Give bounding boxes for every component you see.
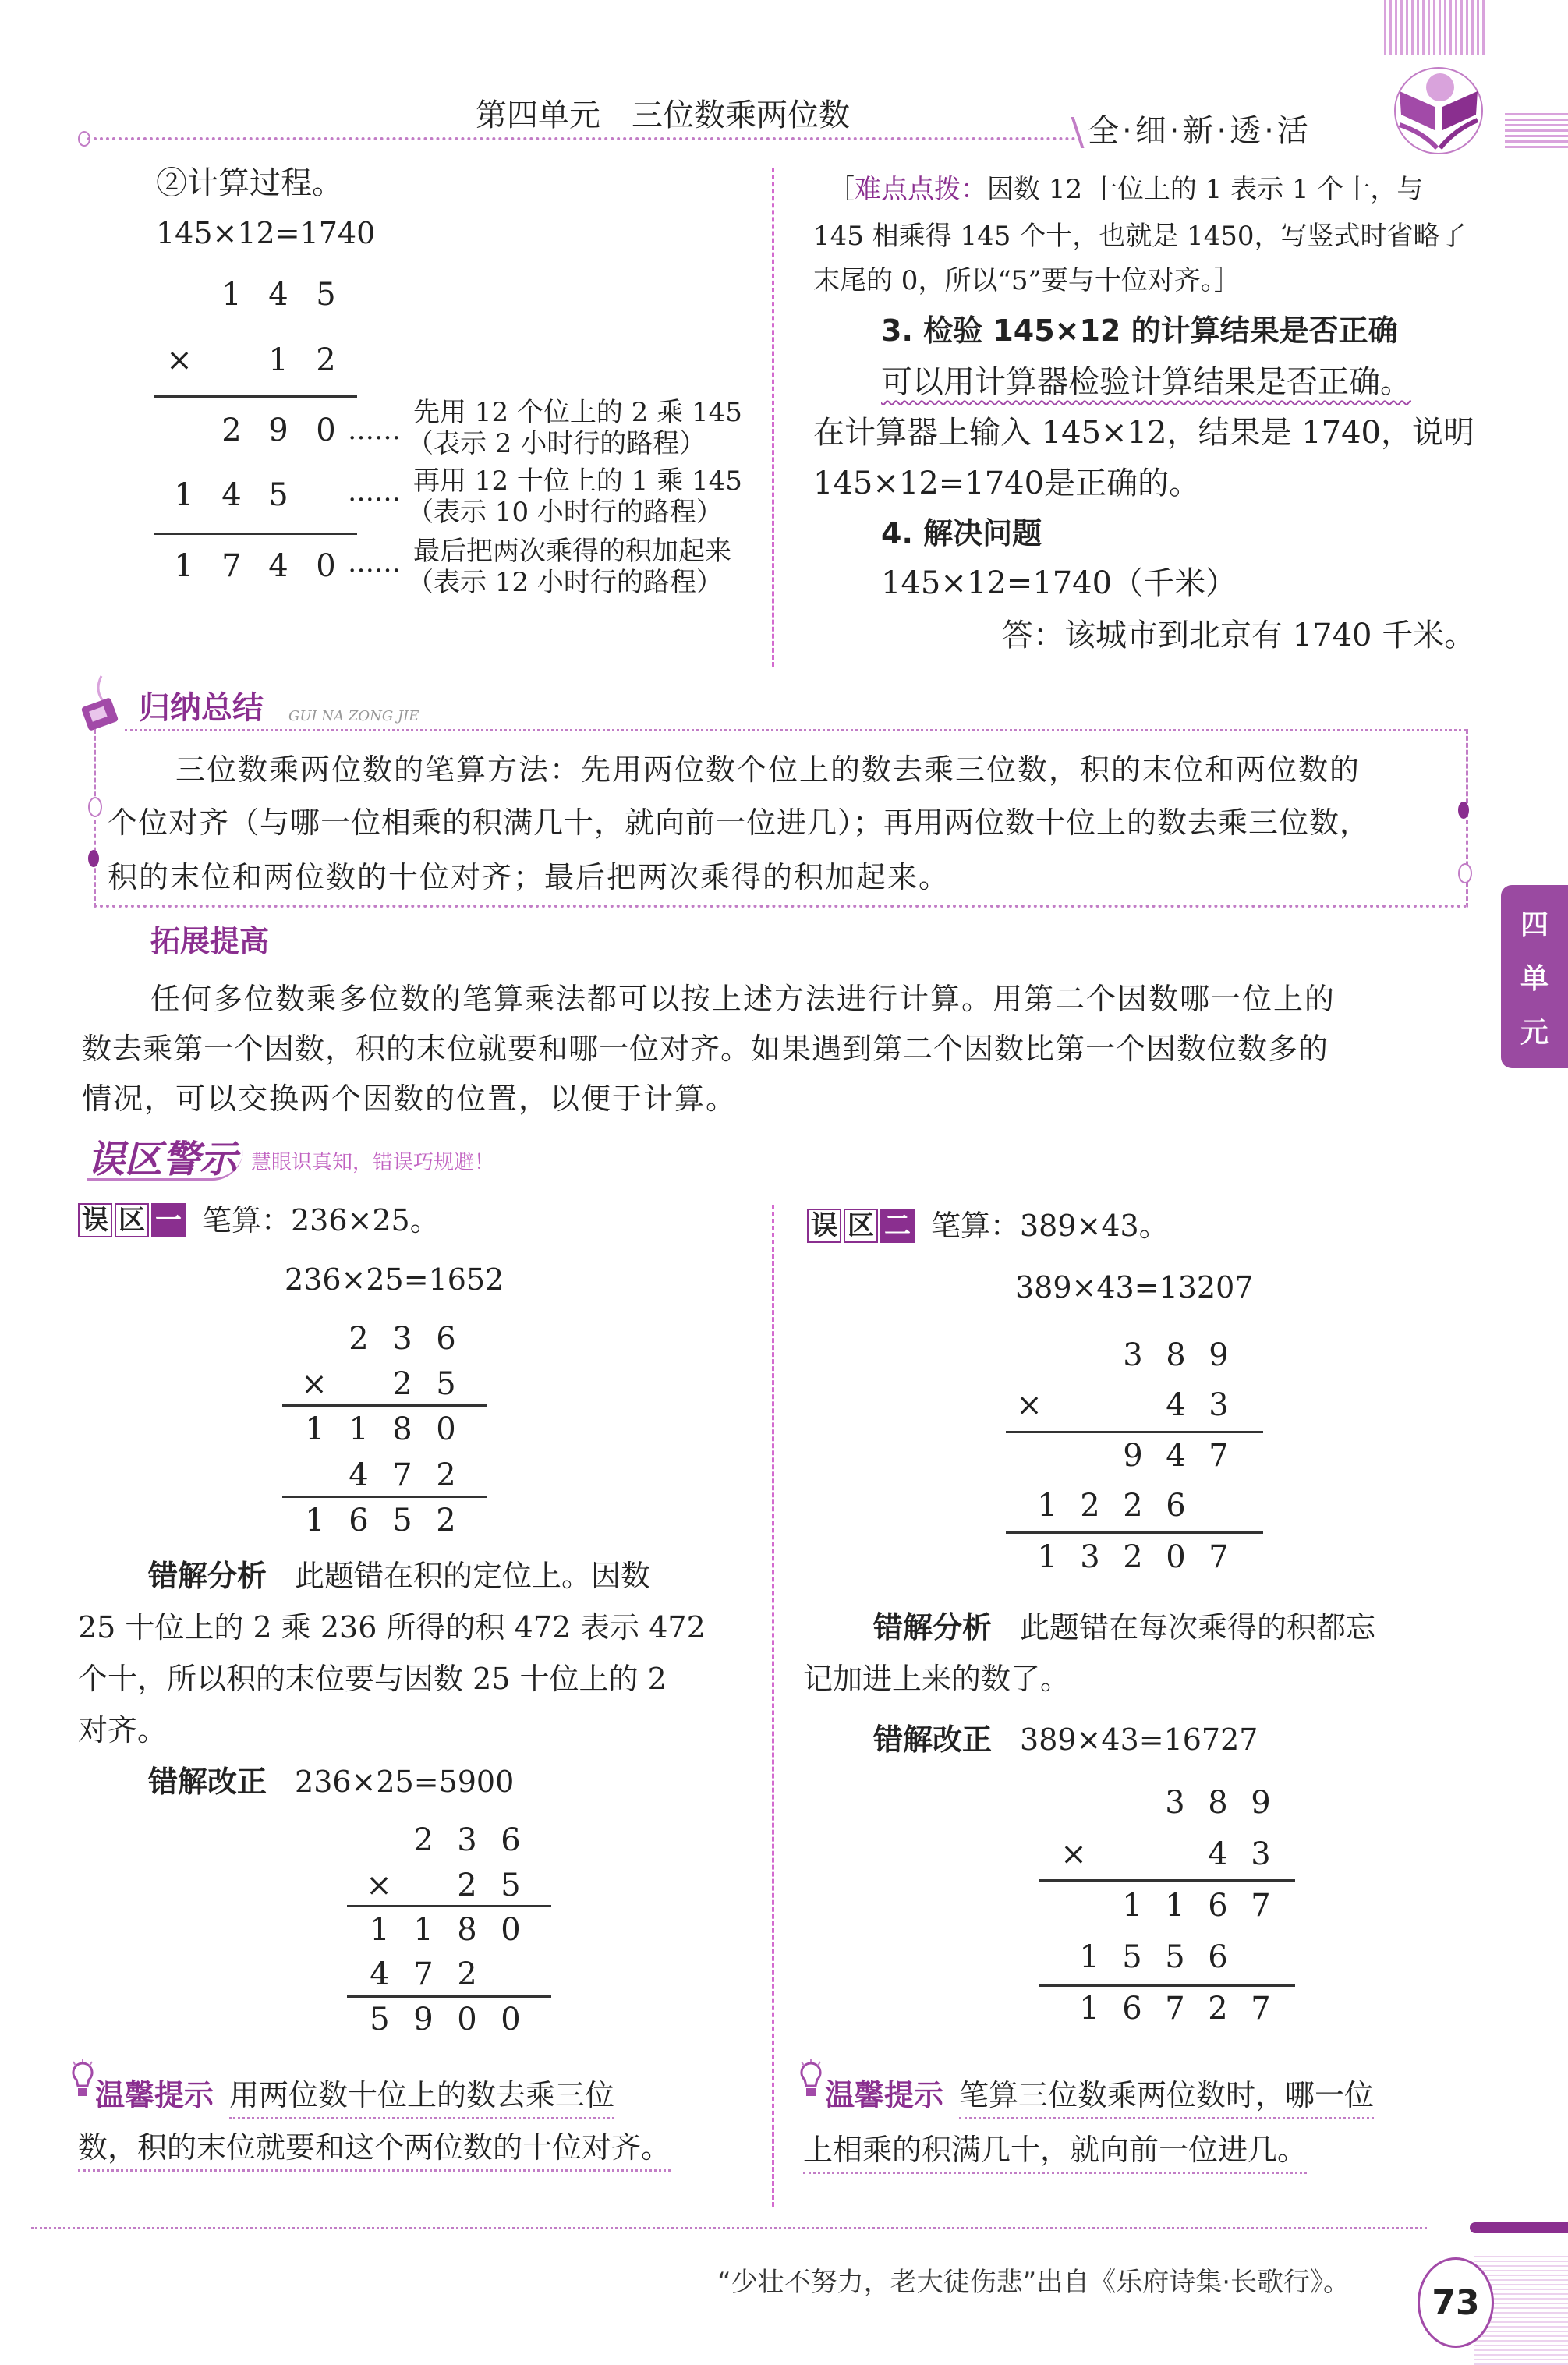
section4-answer: 答：该城市到北京有 1740 千米。	[1002, 618, 1476, 653]
hint-text: 用两位数十位上的数去乘三位	[229, 2078, 614, 2119]
unit-title: 第四单元 三位数乘两位数	[476, 97, 850, 133]
analysis-label: 错解分析	[873, 1610, 993, 1645]
side-tab-char: 元	[1520, 1017, 1549, 1049]
calc-rule	[154, 395, 357, 398]
note-line: 最后把两次乘得的积加起来	[413, 536, 731, 567]
header-decoration-stripes-right	[1505, 113, 1568, 148]
digit: 9	[1251, 1785, 1271, 1821]
digit: 5	[436, 1366, 456, 1402]
digit: 6	[1208, 1888, 1228, 1924]
fix-equation: 236×25=5900	[295, 1765, 515, 1799]
mistake1-prompt: 笔算：236×25。	[202, 1203, 440, 1237]
digit: 3	[1251, 1836, 1271, 1872]
analysis-text: 记加进上来的数了。	[803, 1662, 1071, 1696]
digit: 6	[436, 1321, 456, 1357]
digit: 7	[1165, 1991, 1185, 2027]
section3-title: 3. 检验 145×12 的计算结果是否正确	[881, 313, 1398, 348]
mistake2-analysis-first-line	[873, 1610, 1376, 1645]
section4-equation: 145×12=1740（千米）	[881, 565, 1237, 601]
leader-dots: ……	[348, 550, 401, 576]
extension-title: 拓展提高	[150, 924, 270, 958]
digit: 8	[392, 1411, 412, 1447]
summary-title: 归纳总结	[139, 690, 264, 726]
leader-dots: ……	[348, 479, 401, 505]
digit: 1	[370, 1912, 390, 1948]
digit: 4	[1166, 1438, 1186, 1474]
tip-text: 末尾的 0，所以“5”要与十位对齐。	[813, 265, 1214, 296]
fix-label: 错解改正	[148, 1765, 267, 1799]
digit: 4	[349, 1457, 369, 1493]
multiply-sign: ×	[301, 1366, 327, 1402]
multiply-sign: ×	[166, 342, 193, 378]
leader-dots: ……	[348, 417, 401, 444]
mistake-tag: 误	[807, 1209, 841, 1243]
digit: 2	[413, 1822, 434, 1858]
mistake2-header	[807, 1209, 1169, 1243]
digit: 7	[1251, 1888, 1271, 1924]
digit: 0	[436, 1411, 456, 1447]
fix-equation: 389×43=16727	[1020, 1722, 1258, 1757]
header-decoration-stripes	[1384, 0, 1485, 55]
tip-text: 145 相乘得 145 个十，也就是 1450，写竖式时省略了	[813, 221, 1467, 252]
hint-text: 笔算三位数乘两位数时，哪一位	[959, 2078, 1374, 2119]
tip-label: 难点点拨：	[855, 174, 987, 205]
decor-dot	[1458, 802, 1469, 819]
digit: 1	[268, 342, 288, 378]
digit: 3	[1080, 1539, 1100, 1575]
extension-text: 情况，可以交换两个因数的位置，以便于计算。	[82, 1082, 738, 1116]
calc-rule	[347, 1905, 551, 1907]
analysis-text: 个十，所以积的末位要与因数 25 十位上的 2	[78, 1662, 667, 1696]
mistake1-analysis-first-line	[148, 1561, 650, 1591]
digit: 1	[413, 1912, 434, 1948]
digit: 0	[457, 2002, 477, 2038]
digit: 4	[1166, 1387, 1186, 1423]
digit: 1	[1037, 1539, 1057, 1575]
digit: 1	[1122, 1888, 1142, 1924]
mistake-tag-number: 一	[151, 1203, 186, 1237]
digit: 7	[413, 1956, 434, 1992]
digit: 2	[1208, 1991, 1228, 2027]
mistake2-wrong-equation: 389×43=13207	[1015, 1270, 1254, 1305]
digit: 0	[316, 548, 336, 584]
lightbulb-icon	[69, 2059, 97, 2102]
calc-rule	[1039, 1984, 1295, 1987]
digit: 0	[501, 1912, 521, 1948]
notebook-icon	[78, 672, 125, 735]
digit: 0	[316, 412, 336, 448]
extension-text: 任何多位数乘多位数的笔算乘法都可以按上述方法进行计算。用第二个因数哪一位上的	[150, 982, 1336, 1016]
digit: 1	[1079, 1939, 1099, 1975]
footer-rule	[31, 2227, 1427, 2229]
mistake-tag: 区	[844, 1209, 878, 1243]
digit: 2	[1123, 1488, 1143, 1524]
mistake2-prompt: 笔算：389×43。	[931, 1209, 1169, 1243]
digit: 8	[1208, 1785, 1228, 1821]
hint-text: 上相乘的积满几十，就向前一位进几。	[803, 2133, 1307, 2174]
digit: 0	[501, 2002, 521, 2038]
note-line: （表示 10 小时行的路程）	[407, 497, 723, 528]
section3-text: 在计算器上输入 145×12，结果是 1740，说明	[813, 415, 1474, 451]
tip-text: 因数 12 十位上的 1 表示 1 个十，与	[987, 174, 1424, 205]
open-book-logo-icon	[1392, 64, 1485, 154]
digit: 2	[349, 1321, 369, 1357]
page-number: 73	[1432, 2282, 1480, 2323]
digit: 1	[174, 548, 194, 584]
digit: 7	[1251, 1991, 1271, 2027]
tip-paragraph	[828, 176, 1423, 203]
lightbulb-icon	[797, 2059, 825, 2102]
digit: 3	[457, 1822, 477, 1858]
footer-bar	[1470, 2222, 1568, 2233]
digit: 6	[1208, 1939, 1228, 1975]
digit: 9	[268, 412, 288, 448]
column-divider	[772, 168, 774, 667]
note-line: 再用 12 十位上的 1 乘 145	[413, 466, 742, 497]
digit: 5	[1165, 1939, 1185, 1975]
analysis-text: 此题错在每次乘得的积都忘	[1020, 1610, 1376, 1645]
calc-rule	[282, 1404, 487, 1407]
mistake-tag-number: 二	[880, 1209, 915, 1243]
digit: 1	[221, 277, 242, 313]
mistake2-fix-line	[873, 1722, 1258, 1757]
mistake-banner-title: 误区警示	[87, 1141, 243, 1181]
digit: 3	[1209, 1387, 1229, 1423]
digit: 2	[316, 342, 336, 378]
calc-rule	[282, 1496, 487, 1498]
digit: 7	[1209, 1539, 1229, 1575]
multiply-sign: ×	[1016, 1387, 1042, 1423]
digit: 1	[305, 1503, 325, 1538]
digit: 0	[1166, 1539, 1186, 1575]
mistake2-hint-first-line	[825, 2080, 1374, 2110]
digit: 6	[1166, 1488, 1186, 1524]
digit: 2	[1080, 1488, 1100, 1524]
mistake1-hint-second-line	[78, 2130, 671, 2165]
extension-text: 数去乘第一个因数，积的末位就要和哪一位对齐。如果遇到第二个因数比第一个因数位数多的	[82, 1032, 1329, 1066]
digit: 5	[316, 277, 336, 313]
fix-label: 错解改正	[873, 1722, 993, 1757]
section3-text: 145×12=1740是正确的。	[813, 466, 1201, 501]
digit: 1	[174, 477, 194, 513]
digit: 4	[370, 1956, 390, 1992]
digit: 3	[1123, 1337, 1143, 1373]
digit: 6	[1122, 1991, 1142, 2027]
equation: 145×12=1740	[156, 216, 376, 250]
mistake1-wrong-equation: 236×25=1652	[285, 1262, 504, 1297]
mistake-banner-slogan: 慧眼识真知，错误巧规避！	[251, 1150, 495, 1174]
digit: 6	[501, 1822, 521, 1858]
digit: 3	[1165, 1785, 1185, 1821]
section3-key-sentence: 可以用计算器检验计算结果是否正确。	[881, 364, 1411, 400]
digit: 6	[349, 1503, 369, 1538]
mistake-tag: 误	[78, 1203, 112, 1237]
digit: 8	[457, 1912, 477, 1948]
digit: 3	[392, 1321, 412, 1357]
column-divider	[772, 1205, 774, 2207]
multiply-sign: ×	[1060, 1836, 1087, 1872]
calc-rule	[1006, 1431, 1263, 1433]
digit: 9	[1209, 1337, 1229, 1373]
mistake1-fix-line	[148, 1767, 514, 1797]
analysis-label: 错解分析	[148, 1559, 267, 1593]
digit: 5	[1122, 1939, 1142, 1975]
bracket-close: ］	[1213, 265, 1241, 296]
digit: 4	[221, 477, 242, 513]
tip-paragraph-end	[813, 267, 1241, 294]
digit: 1	[349, 1411, 369, 1447]
decor-dot	[88, 850, 99, 867]
digit: 8	[1166, 1337, 1186, 1373]
step-title: ②计算过程。	[156, 165, 343, 201]
analysis-text: 对齐。	[78, 1713, 168, 1747]
summary-text: 积的末位和两位数的十位对齐；最后把两次乘得的积加起来。	[108, 860, 950, 894]
decor-dot	[1458, 863, 1472, 883]
hint-label: 温馨提示	[95, 2078, 214, 2112]
calc-rule	[1039, 1879, 1295, 1882]
note-line: 先用 12 个位上的 2 乘 145	[413, 397, 742, 428]
multiply-sign: ×	[366, 1868, 392, 1903]
calc-rule	[1006, 1531, 1263, 1534]
digit: 2	[1123, 1539, 1143, 1575]
analysis-text: 25 十位上的 2 乘 236 所得的积 472 表示 472	[78, 1610, 706, 1645]
digit: 2	[392, 1366, 412, 1402]
summary-text: 个位对齐（与哪一位相乘的积满几十，就向前一位进几）；再用两位数十位上的数去乘三位数，	[108, 805, 1371, 840]
mistake-tag: 区	[115, 1203, 149, 1237]
series-motto: 全·细·新·透·活	[1088, 113, 1311, 149]
section4-title: 4. 解决问题	[881, 516, 1042, 551]
side-tab-char: 单	[1520, 963, 1549, 995]
hint-label: 温馨提示	[825, 2078, 944, 2112]
digit: 7	[1209, 1438, 1229, 1474]
decor-dot	[88, 797, 102, 817]
mistake1-hint-first-line	[95, 2080, 614, 2110]
header-slash	[1071, 117, 1085, 148]
digit: 2	[221, 412, 242, 448]
digit: 4	[268, 548, 288, 584]
digit: 2	[457, 1956, 477, 1992]
digit: 1	[1165, 1888, 1185, 1924]
page-number-badge	[1418, 2257, 1494, 2348]
note-line: （表示 2 小时行的路程）	[407, 428, 706, 459]
footer-quote: “少壮不努力，老大徒伤悲”出自《乐府诗集·长歌行》。	[717, 2267, 1350, 2298]
digit: 5	[501, 1868, 521, 1903]
header-rule	[87, 137, 1076, 140]
analysis-text: 此题错在积的定位上。因数	[295, 1559, 651, 1593]
side-tab-char: 四	[1520, 909, 1549, 941]
digit: 4	[1208, 1836, 1228, 1872]
digit: 1	[305, 1411, 325, 1447]
digit: 9	[1123, 1438, 1143, 1474]
note-line: （表示 12 小时行的路程）	[407, 567, 723, 598]
calc-rule	[154, 533, 357, 535]
digit: 1	[1079, 1991, 1099, 2027]
digit: 5	[370, 2002, 390, 2038]
mistake-banner	[87, 1137, 494, 1184]
digit: 5	[268, 477, 288, 513]
calc-rule	[347, 1995, 551, 1998]
mistake1-header	[78, 1203, 440, 1237]
summary-pinyin: GUI NA ZONG JIE	[288, 708, 419, 724]
digit: 7	[392, 1457, 412, 1493]
bracket-open: ［	[828, 174, 855, 205]
mistake2-hint-second-line	[803, 2135, 1307, 2165]
digit: 2	[457, 1868, 477, 1903]
digit: 2	[436, 1457, 456, 1493]
summary-text: 三位数乘两位数的笔算方法：先用两位数个位上的数去乘三位数，积的末位和两位数的	[175, 752, 1361, 787]
digit: 4	[268, 277, 288, 313]
digit: 7	[221, 548, 242, 584]
digit: 1	[1037, 1488, 1057, 1524]
digit: 2	[436, 1503, 456, 1538]
digit: 5	[392, 1503, 412, 1538]
hint-text: 数，积的末位就要和这个两位数的十位对齐。	[78, 2130, 671, 2172]
digit: 9	[413, 2002, 434, 2038]
unit-side-tab	[1501, 885, 1568, 1068]
